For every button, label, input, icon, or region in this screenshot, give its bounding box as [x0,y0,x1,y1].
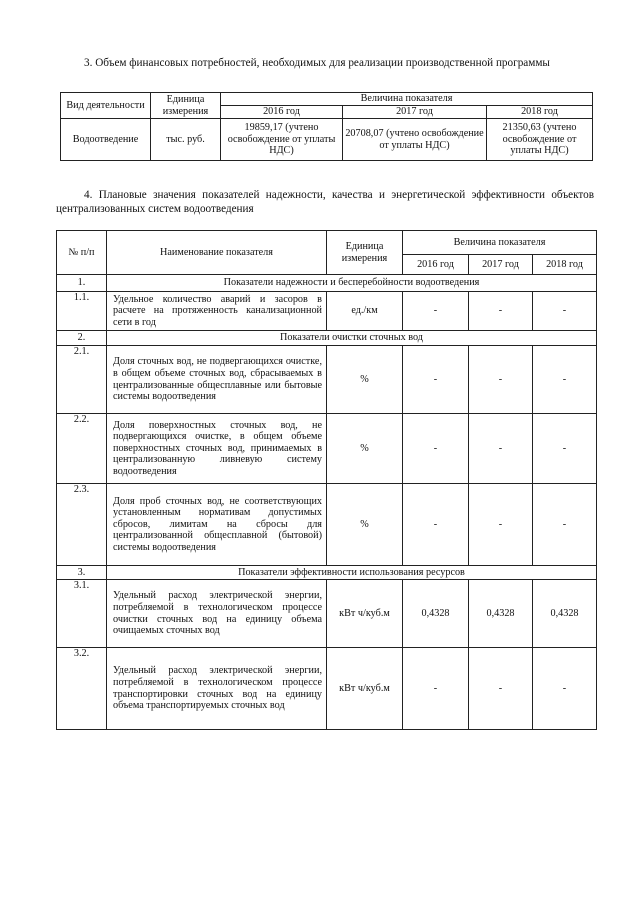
row-num: 3.1. [57,580,107,648]
row-unit: % [327,414,403,484]
group-title: Показатели надежности и бесперебойности водоотведения [107,275,597,292]
row-unit: % [327,484,403,566]
row-name: Доля поверхностных сточных вод, не подвергающихся очистке, в общем объеме поверхностных сточных вод, принимаемых в централизованную ливневую систему водоотведения [107,414,327,484]
row-unit: ед./км [327,292,403,331]
row-num: 2.1. [57,346,107,414]
header-num: № п/п [57,231,107,275]
row-num: 2.3. [57,484,107,566]
group-num: 2. [57,331,107,346]
row-value: - [469,648,533,730]
header-activity: Вид деятельности [61,93,151,119]
row-num: 2.2. [57,414,107,484]
row-value: - [403,414,469,484]
group-num: 3. [57,566,107,580]
header-year: 2016 год [403,255,469,275]
header-year: 2017 год [469,255,533,275]
row-name: Доля сточных вод, не подвергающихся очистке, в общем объеме сточных вод, сбрасываемых в централизованные общесплавные или бытовые системы водоотведения [107,346,327,414]
row-value: 0,4328 [533,580,597,648]
row-unit: кВт ч/куб.м [327,648,403,730]
row-value: - [533,484,597,566]
row-value: - [469,414,533,484]
row-value: - [533,292,597,331]
section-3-text: 3. Объем финансовых потребностей, необходимых для реализации производственной программы [84,57,550,70]
group-title: Показатели очистки сточных вод [107,331,597,346]
row-name: Удельное количество аварий и засоров в расчете на протяженность канализационной сети в год [107,292,327,331]
row-name: Удельный расход электрической энергии, потребляемой в технологическом процессе транспортировки сточных вод на единицу объема транспортируемых сточных вод [107,648,327,730]
header-year: 2017 год [343,106,487,119]
row-value: - [403,292,469,331]
row-value: - [533,648,597,730]
financial-needs-table [60,92,593,161]
row-name: Доля проб сточных вод, не соответствующих установленным нормативам допустимых сбросов, лимитам на сбросы для централизованной общесплавной (бытовой) системы водоотведения [107,484,327,566]
row-value: 21350,63 (учтено освобождение от уплаты НДС) [487,119,593,161]
header-value: Величина показателя [221,93,593,106]
row-value: - [533,346,597,414]
row-value: 19859,17 (учтено освобождение от уплаты НДС) [221,119,343,161]
row-value: - [469,292,533,331]
header-unit: Единица измерения [327,231,403,275]
header-name: Наименование показателя [107,231,327,275]
row-unit: % [327,346,403,414]
row-activity: Водоотведение [61,119,151,161]
header-year: 2018 год [487,106,593,119]
row-name: Удельный расход электрической энергии, потребляемой в технологическом процессе очистки сточных вод на единицу объема очищаемых сточных вод [107,580,327,648]
header-unit: Единица измерения [151,93,221,119]
header-year: 2018 год [533,255,597,275]
row-value: - [533,414,597,484]
row-num: 1.1. [57,292,107,331]
row-value: - [469,484,533,566]
section-4-text: 4. Плановые значения показателей надежности, качества и энергетической эффективности объектов централизованных систем водоотведения [56,189,594,216]
row-unit: кВт ч/куб.м [327,580,403,648]
row-num: 3.2. [57,648,107,730]
row-value: 0,4328 [469,580,533,648]
row-value: - [403,484,469,566]
row-value: - [403,648,469,730]
row-value: 0,4328 [403,580,469,648]
row-value: 20708,07 (учтено освобождение от уплаты НДС) [343,119,487,161]
header-year: 2016 год [221,106,343,119]
group-num: 1. [57,275,107,292]
group-title: Показатели эффективности использования ресурсов [107,566,597,580]
row-value: - [403,346,469,414]
row-unit: тыс. руб. [151,119,221,161]
header-value: Величина показателя [403,231,597,255]
indicators-table [56,230,597,730]
row-value: - [469,346,533,414]
